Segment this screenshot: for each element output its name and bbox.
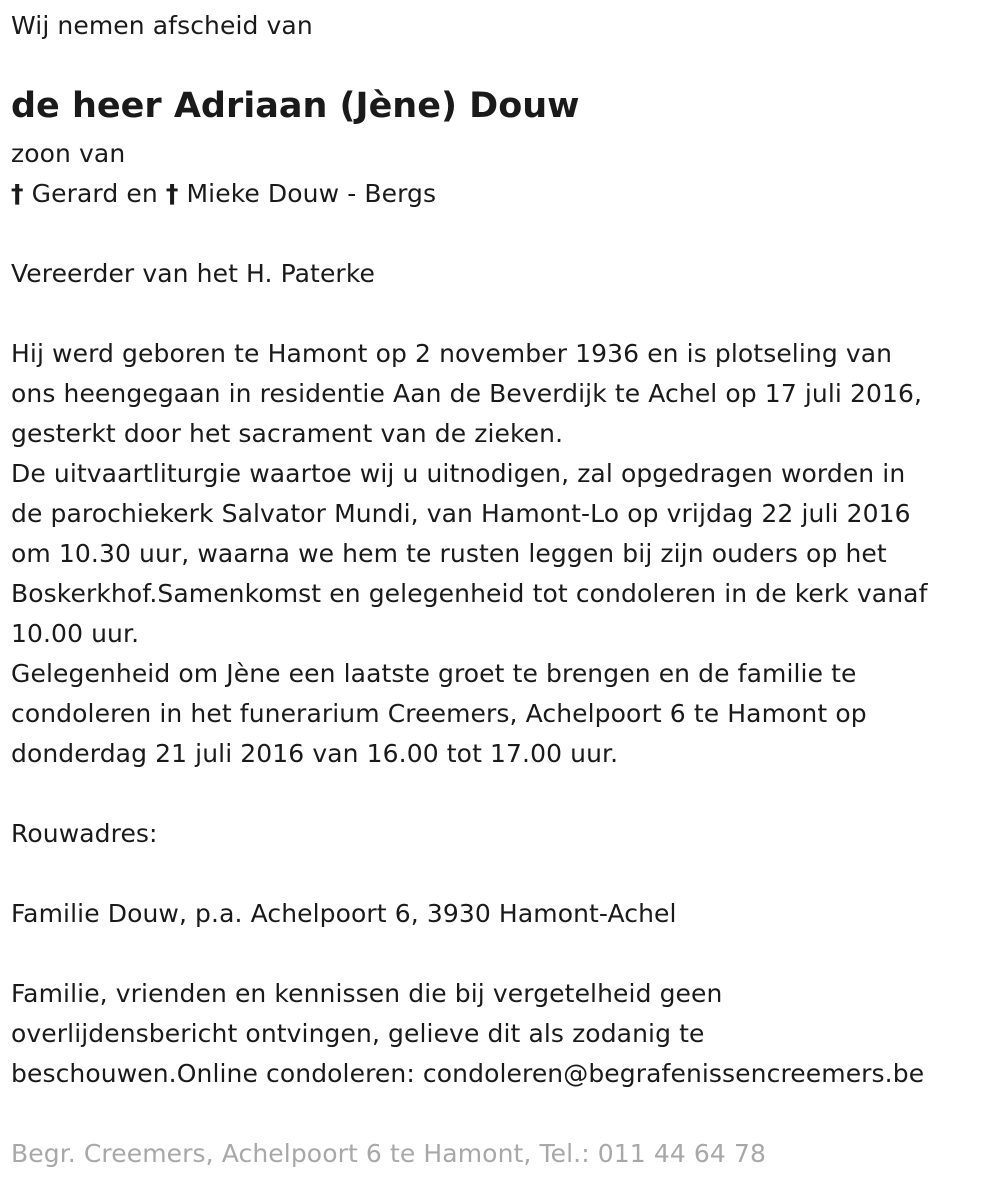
deceased-name: de heer Adriaan (Jène) Douw [11, 86, 580, 126]
body-line: De uitvaartliturgie waartoe wij u uitnodigen, zal opgedragen worden in [11, 459, 906, 488]
body-line: Hij werd geboren te Hamont op 2 november 1936 en is plotseling van [11, 339, 893, 368]
mother-name: Mieke Douw - Bergs [186, 179, 437, 208]
body-line: donderdag 21 juli 2016 van 16.00 tot 17.00 uur. [11, 739, 619, 768]
body-line: Boskerkhof.Samenkomst en gelegenheid tot condoleren in de kerk vanaf [11, 579, 928, 608]
body-line: gesterkt door het sacrament van de zieken. [11, 419, 564, 448]
body-paragraph [11, 334, 927, 774]
notice-line: Familie, vrienden en kennissen die bij vergetelheid geen [11, 979, 723, 1008]
rouwadres-label: Rouwadres: [11, 819, 158, 848]
body-line: condoleren in het funerarium Creemers, Achelpoort 6 te Hamont op [11, 699, 867, 728]
body-line: Gelegenheid om Jène een laatste groet te brengen en de familie te [11, 659, 857, 688]
notice-line: beschouwen.Online condoleren: condoleren@begrafenissencreemers.be [11, 1059, 925, 1088]
body-line: 10.00 uur. [11, 619, 140, 648]
body-line: de parochiekerk Salvator Mundi, van Hamont-Lo op vrijdag 22 juli 2016 [11, 499, 911, 528]
rouwadres-address: Familie Douw, p.a. Achelpoort 6, 3930 Hamont-Achel [11, 899, 677, 928]
body-line: om 10.30 uur, waarna we hem te rusten leggen bij zijn ouders op het [11, 539, 887, 568]
notice-paragraph [11, 974, 924, 1094]
notice-line: overlijdensbericht ontvingen, gelieve dit als zodanig te [11, 1019, 705, 1048]
son-of-text: zoon van [11, 139, 126, 168]
funeral-home-footer: Begr. Creemers, Achelpoort 6 te Hamont, Tel.: 011 44 64 78 [11, 1139, 766, 1168]
parents-line [11, 174, 436, 214]
father-name: Gerard en [31, 179, 158, 208]
body-line: ons heengegaan in residentie Aan de Beverdijk te Achel op 17 juli 2016, [11, 379, 923, 408]
cross-icon: † [11, 179, 24, 208]
devotee-text: Vereerder van het H. Paterke [11, 259, 375, 288]
intro-text: Wij nemen afscheid van [11, 11, 313, 40]
cross-icon: † [165, 179, 179, 208]
